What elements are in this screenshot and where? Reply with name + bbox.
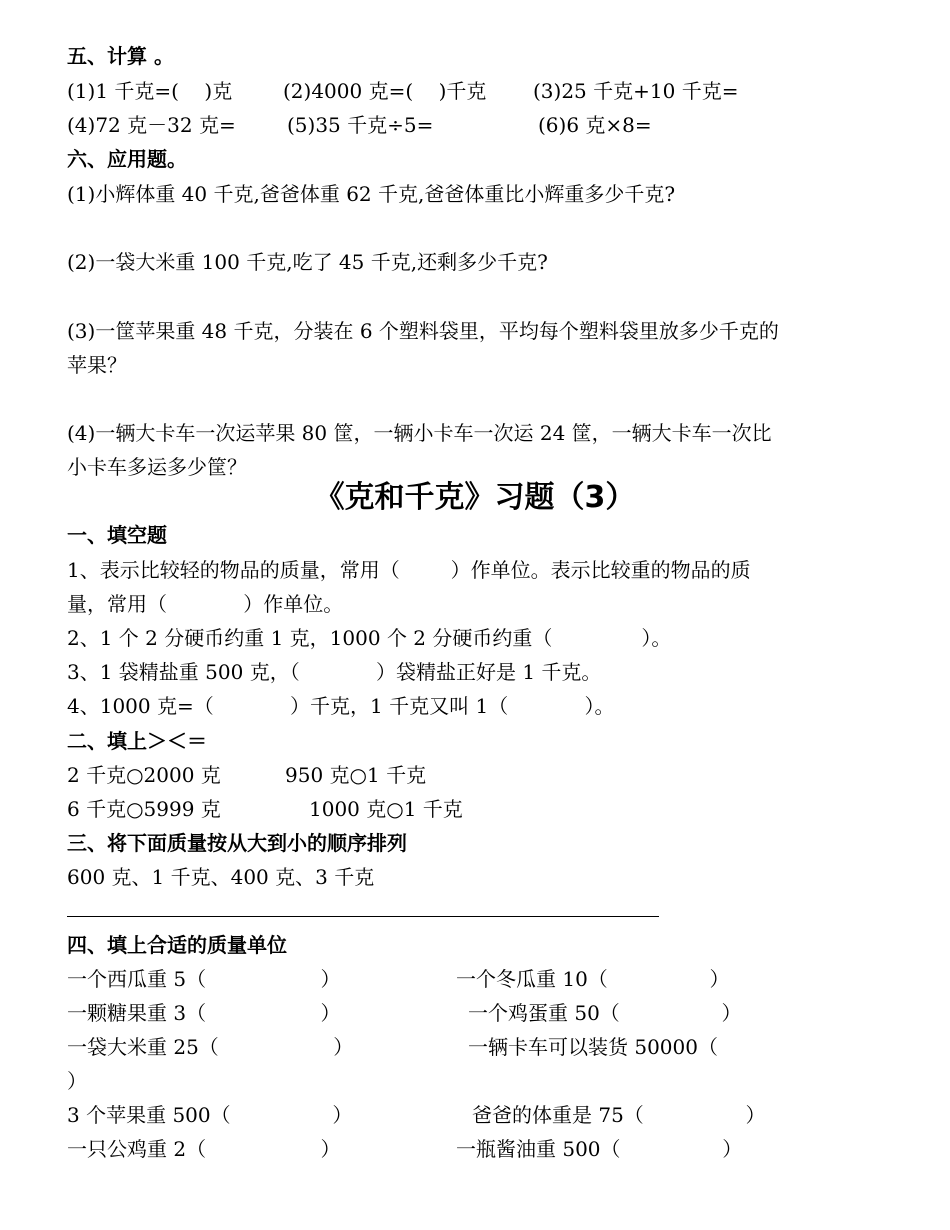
compare-item-3: 6 千克○5999 克 xyxy=(67,797,221,821)
fill-blank-1-line2: 量，常用（ ）作单位。 xyxy=(67,592,344,616)
section6-heading: 六、应用题。 xyxy=(67,147,187,171)
unit-item-dad-weight: 爸爸的体重是 75（ ） xyxy=(472,1103,766,1127)
word-problem-1: (1)小辉体重 40 千克,爸爸体重 62 千克,爸爸体重比小辉重多少千克? xyxy=(67,182,676,206)
page-title: 《克和千克》习题（3） xyxy=(314,480,636,515)
fill-blank-1-line1: 1、表示比较轻的物品的质量，常用（ ）作单位。表示比较重的物品的质 xyxy=(67,558,751,582)
compare-item-4: 1000 克○1 千克 xyxy=(309,797,463,821)
word-problem-4-line2: 小卡车多运多少筐？ xyxy=(67,455,247,479)
calc-item-3: (3)25 千克+10 千克= xyxy=(533,79,739,103)
calc-item-1: (1)1 千克=( )克 xyxy=(67,79,233,103)
fill-blank-2: 2、1 个 2 分硬币约重 1 克，1000 个 2 分硬币约重（ ）。 xyxy=(67,626,672,650)
word-problem-3-line2: 苹果？ xyxy=(67,353,127,377)
unit-item-rooster: 一只公鸡重 2（ ） xyxy=(67,1137,341,1161)
section5-heading: 五、计算 。 xyxy=(67,44,174,68)
word-problem-2: (2)一袋大米重 100 千克,吃了 45 千克,还剩多少千克? xyxy=(67,250,548,274)
fill-blank-3: 3、1 袋精盐重 500 克，（ ）袋精盐正好是 1 千克。 xyxy=(67,660,602,684)
fill-blank-4: 4、1000 克=（ ）千克，1 千克又叫 1（ ）。 xyxy=(67,694,615,718)
word-problem-4-line1: (4)一辆大卡车一次运苹果 80 筐，一辆小卡车一次运 24 筐，一辆大卡车一次比 xyxy=(67,421,772,445)
part4-heading: 四、填上合适的质量单位 xyxy=(67,933,287,957)
word-problem-3-line1: (3)一筐苹果重 48 千克，分装在 6 个塑料袋里，平均每个塑料袋里放多少千克的 xyxy=(67,319,779,343)
unit-item-truck-close: ） xyxy=(67,1069,87,1093)
calc-item-5: (5)35 千克÷5= xyxy=(287,113,434,137)
compare-item-2: 950 克○1 千克 xyxy=(285,763,427,787)
answer-line xyxy=(67,916,659,917)
unit-item-soy-sauce: 一瓶酱油重 500（ ） xyxy=(456,1137,743,1161)
part3-heading: 三、将下面质量按从大到小的顺序排列 xyxy=(67,831,407,855)
unit-item-winter-melon: 一个冬瓜重 10（ ） xyxy=(456,967,730,991)
compare-item-1: 2 千克○2000 克 xyxy=(67,763,221,787)
order-items: 600 克、1 千克、400 克、3 千克 xyxy=(67,865,375,889)
part2-heading: 二、填上＞＜＝ xyxy=(67,729,207,753)
unit-item-egg: 一个鸡蛋重 50（ ） xyxy=(468,1001,742,1025)
unit-item-truck: 一辆卡车可以装货 50000（ xyxy=(468,1035,718,1059)
unit-item-candy: 一颗糖果重 3（ ） xyxy=(67,1001,341,1025)
unit-item-apples: 3 个苹果重 500（ ） xyxy=(67,1103,353,1127)
unit-item-watermelon: 一个西瓜重 5（ ） xyxy=(67,967,341,991)
unit-item-rice: 一袋大米重 25（ ） xyxy=(67,1035,354,1059)
calc-item-2: (2)4000 克=( )千克 xyxy=(283,79,487,103)
part1-heading: 一、填空题 xyxy=(67,523,167,547)
calc-item-6: (6)6 克×8= xyxy=(538,113,652,137)
calc-item-4: (4)72 克－32 克= xyxy=(67,113,236,137)
